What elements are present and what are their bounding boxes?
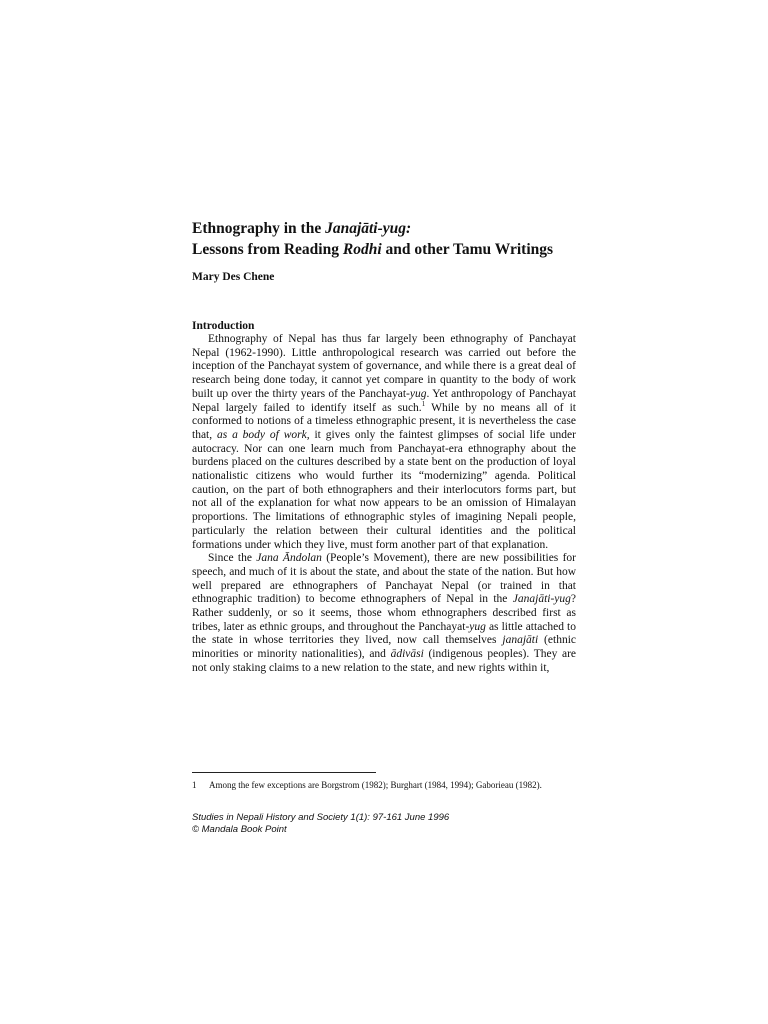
footnote-text: Among the few exceptions are Borgstrom (1982); Burghart (1984, 1994); Gaborieau (1982).: [209, 780, 542, 790]
title-line-2: [192, 239, 576, 260]
article-body: [192, 333, 576, 676]
journal-citation: [192, 812, 576, 835]
footnote-ref[interactable]: 1: [421, 399, 426, 408]
title-line-1: [192, 218, 576, 239]
title-italic-term: Rodhi: [342, 241, 382, 258]
article-title: [192, 218, 576, 260]
title-text: Ethnography in the: [192, 220, 326, 237]
footnote-divider: [192, 772, 376, 773]
author-name: Mary Des Chene: [192, 271, 275, 283]
section-heading: Introduction: [192, 320, 255, 332]
title-text: Lessons from Reading: [192, 241, 343, 258]
footnote-number: 1: [192, 780, 197, 790]
paragraph: Ethnography of Nepal has thus far largely been ethnography of Panchayat Nepal (1962-1990). Little anthropological research was carried out before the inception of the Panchayat system of governance, and while there is a great deal of research being done today, it cannot yet compare in quantity to the body of work built up over the thirty years of the Panchayat-yug. Yet anthropology of Panchayat Nepal largely failed to identify itself as such.$^1$ While by no means all of it conformed to notions of a timeless ethnographic present, it is nevertheless the case that, as a body of work, it gives only the faintest glimpses of social life under autocracy. Nor can one learn much from Panchayat-era ethnography about the burdens placed on the cultures described by a state bent on the production of loyal nationalistic citizens who would further its “modernizing” agenda. Political caution, on the part of both ethnographers and their interlocutors forms part, but not all of the explanation for what now appears to be an omission of Himalayan proportions. The limitations of ethnographic styles of imagining Nepali people, particularly the relation between their cultural identities and the political formations under which they live, must form another part of that explanation.: [192, 333, 576, 551]
title-text: and other Tamu Writings: [381, 241, 554, 258]
copyright-line: © Mandala Book Point: [192, 823, 287, 835]
journal-line: Studies in Nepali History and Society 1(1): 97-161 June 1996: [192, 812, 450, 823]
title-italic-term: Janajāti-yug:: [325, 220, 412, 237]
paragraph: Since the Jana Āndolan (People’s Movement), there are new possibilities for speech, and much of it is about the state, and about the state of the nation. But how well prepared are ethnographers of Panchayat Nepal (or trained in that ethnographic tradition) to become ethnographers of Nepal in the Janajāti-yug? Rather suddenly, or so it seems, those whom ethnographers described first as tribes, later as ethnic groups, and throughout the Panchayat-yug as little attached to the state in whose territories they lived, now call themselves janajāti (ethnic minorities or minority nationalities), and ādivāsi (indigenous peoples). They are not only staking claims to a new relation to the state, and new rights within it,: [192, 552, 577, 674]
